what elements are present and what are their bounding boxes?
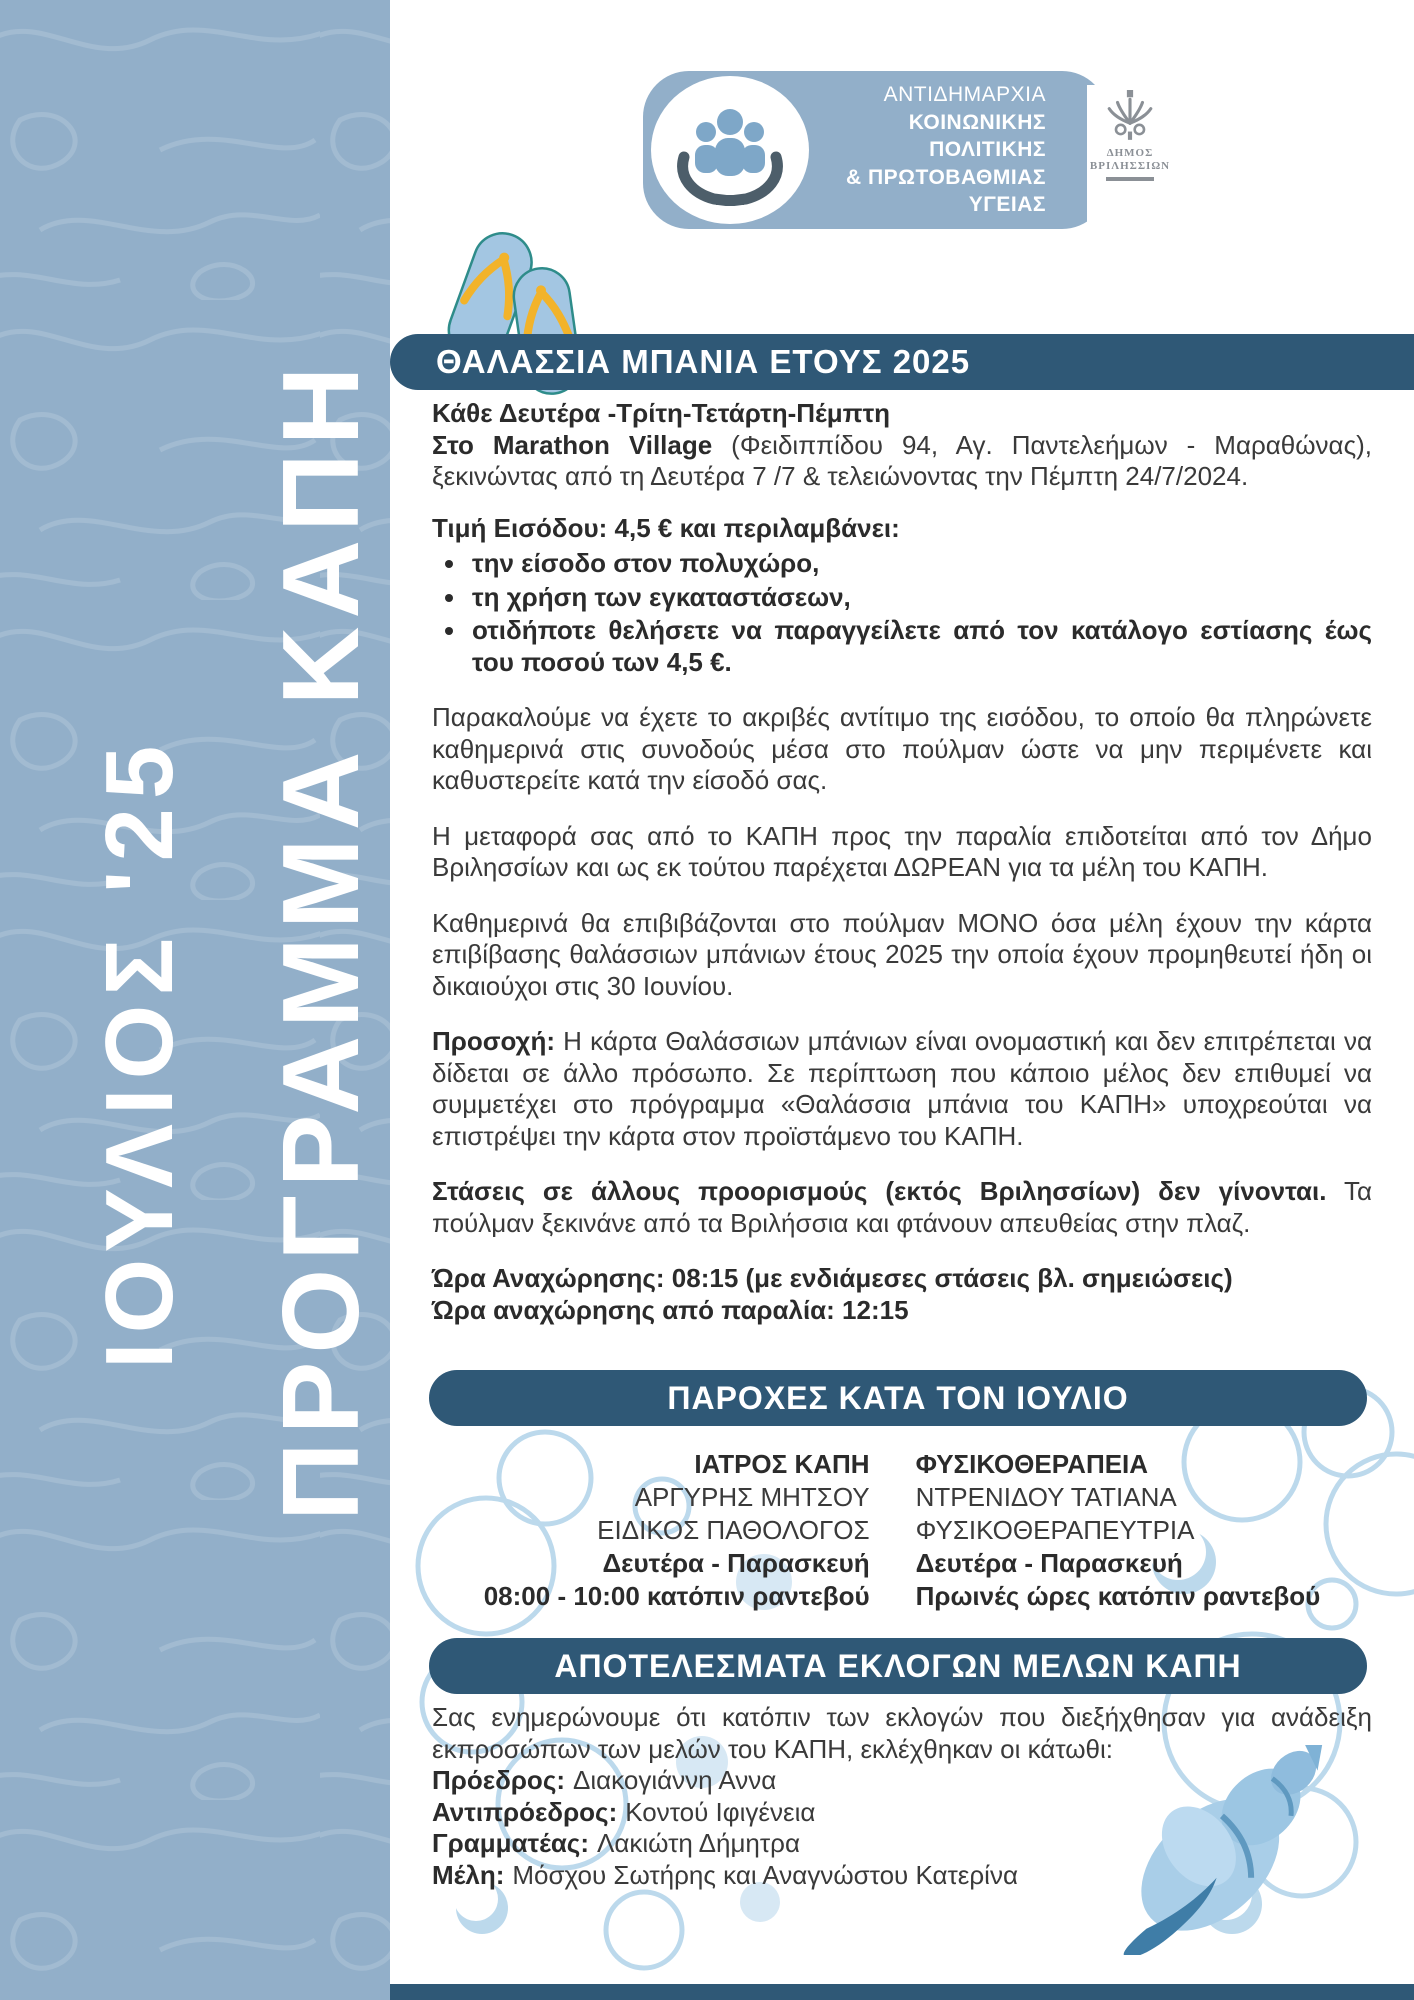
price-line: Τιμή Εισόδου: 4,5 € και περιλαμβάνει: bbox=[432, 512, 900, 543]
municipality-logo bbox=[1087, 85, 1173, 238]
physio-column bbox=[916, 1448, 1321, 1613]
location-paragraph: Στο Marathon Village (Φειδιππίδου 94, Αγ. Παντελεήμων - Μαραθώνας), ξεκινώντας από τη Δευτέρα 7 /7 & τελειώνοντας την Πέμπτη 24/7/2024. bbox=[432, 429, 1372, 491]
doctor-specialty: ΕΙΔΙΚΟΣ ΠΑΘΟΛΟΓΟΣ bbox=[597, 1515, 870, 1545]
result-row: Αντιπρόεδρος: Κοντού Ιφιγένεια bbox=[432, 1796, 816, 1827]
municipality-emblem-icon bbox=[1107, 90, 1153, 144]
providers-section bbox=[390, 1448, 1414, 1613]
paragraph-exact-fare: Παρακαλούμε να έχετε το ακριβές αντίτιμο της εισόδου, το οποίο θα πληρώνετε καθημερινά στις συνοδούς μέσα στο πούλμαν ώστε να μην περιμένετε και καθυστερείτε κατά την είσοδό σας. bbox=[432, 702, 1372, 795]
list-item: • τη χρήση των εγκαταστάσεων, bbox=[468, 582, 1372, 614]
emblem-underline bbox=[1106, 177, 1154, 181]
return-time-line: Ώρα αναχώρησης από παραλία: 12:15 bbox=[432, 1294, 909, 1325]
department-title bbox=[846, 81, 1046, 219]
doctor-title: ΙΑΤΡΟΣ ΚΑΠΗ bbox=[694, 1449, 870, 1479]
section-header-providers: ΠΑΡΟΧΕΣ ΚΑΤΑ ΤΟΝ ΙΟΥΛΙΟ bbox=[429, 1370, 1367, 1426]
month-vertical-title: ΙΟΥΛΙΟΣ '25 bbox=[86, 736, 193, 1369]
section-header-sea-baths: ΘΑΛΑΣΣΙΑ ΜΠΑΝΙΑ ΕΤΟΥΣ 2025 bbox=[390, 334, 1414, 390]
price-includes-list bbox=[432, 548, 1372, 678]
footer-bar bbox=[390, 1984, 1414, 2000]
paragraph-transport: Η μεταφορά σας από το ΚΑΠΗ προς την παραλία επιδοτείται από τον Δήμο Βριλησσίων και ως εκ τούτου παρέχεται ΔΩΡΕΑΝ για τα μέλη του ΚΑΠΗ. bbox=[432, 820, 1372, 882]
department-line: & ΠΡΩΤΟΒΑΘΜΙΑΣ bbox=[846, 165, 1046, 189]
result-row: Γραμματέας: Λακιώτη Δήμητρα bbox=[432, 1828, 800, 1858]
department-line: ΚΟΙΝΩΝΙΚΗΣ bbox=[908, 110, 1046, 134]
municipality-name: ΔΗΜΟΣ ΒΡΙΛΗΣΣΙΩΝ bbox=[1089, 147, 1171, 172]
paragraph-no-stops: Στάσεις σε άλλους προορισμούς (εκτός Βριλησσίων) δεν γίνονται. Τα πούλμαν ξεκινάνε από τα Βριλήσσια και φτάνουν απευθείας στην πλαζ. bbox=[432, 1176, 1372, 1238]
community-care-icon bbox=[670, 94, 790, 206]
paragraph-attention: Προσοχή: Η κάρτα Θαλάσσιων μπάνιων είναι ονομαστική και δεν επιτρέπεται να δίδεται σε άλλο πρόσωπο. Σε περίπτωση που κάποιο μέλος δεν επιθυμεί να συμμετέχει στο πρόγραμμα «Θαλάσσια μπάνια του ΚΑΠΗ» υποχρεούται να επιστρέψει την κάρτα στον προϊστάμενο του ΚΑΠΗ. bbox=[432, 1026, 1372, 1151]
physio-name: ΝΤΡΕΝΙΔΟΥ ΤΑΤΙΑΝΑ bbox=[915, 1482, 1177, 1512]
department-line: ΠΟΛΙΤΙΚΗΣ bbox=[929, 138, 1046, 161]
doctor-column bbox=[484, 1448, 870, 1613]
days-line: Κάθε Δευτέρα -Τρίτη-Τετάρτη-Πέμπτη bbox=[432, 398, 891, 428]
physio-days: Δευτέρα - Παρασκευή bbox=[915, 1548, 1183, 1578]
doctor-days: Δευτέρα - Παρασκευή bbox=[602, 1548, 870, 1578]
elections-intro: Σας ενημερώνουμε ότι κατόπιν των εκλογών που διεξήχθησαν για ανάδειξη εκπροσώπων των μελών του ΚΑΠΗ, εκλέχθηκαν οι κάτωθι: bbox=[432, 1702, 1372, 1764]
list-item: • οτιδήποτε θελήσετε να παραγγείλετε από τον κατάλογο εστίασης έως του ποσού των 4,5 €. bbox=[468, 615, 1372, 678]
sea-baths-section bbox=[432, 398, 1372, 1326]
physio-title: ΦΥΣΙΚΟΘΕΡΑΠΕΙΑ bbox=[915, 1449, 1149, 1479]
section-header-elections: ΑΠΟΤΕΛΕΣΜΑΤΑ ΕΚΛΟΓΩΝ ΜΕΛΩΝ ΚΑΠΗ bbox=[429, 1638, 1367, 1694]
result-row: Πρόεδρος: Διακογιάννη Αννα bbox=[432, 1765, 777, 1795]
physio-hours: Πρωινές ώρες κατόπιν ραντεβού bbox=[915, 1581, 1321, 1611]
doctor-hours: 08:00 - 10:00 κατόπιν ραντεβού bbox=[483, 1581, 870, 1611]
department-badge bbox=[643, 71, 1108, 229]
department-line: ΑΝΤΙΔΗΜΑΡΧΙΑ bbox=[883, 83, 1046, 106]
departure-time-line: Ώρα Αναχώρησης: 08:15 (με ενδιάμεσες στάσεις βλ. σημειώσεις) bbox=[432, 1263, 1233, 1293]
doctor-name: ΑΡΓΥΡΗΣ ΜΗΤΣΟΥ bbox=[634, 1482, 870, 1512]
paragraph-boarding-card: Καθημερινά θα επιβιβάζονται στο πούλμαν ΜΟΝΟ όσα μέλη έχουν την κάρτα επιβίβασης θαλάσσιων μπάνιων έτους 2025 την οποία έχουν προμηθευτεί ήδη οι δικαιούχοι στις 30 Ιουνίου. bbox=[432, 907, 1372, 1001]
department-line: ΥΓΕΙΑΣ bbox=[968, 193, 1046, 216]
program-vertical-title: ΠΡΟΓΡΑΜΜΑ ΚΑΠΗ bbox=[260, 358, 382, 1521]
elections-section bbox=[432, 1702, 1372, 1891]
physio-specialty: ΦΥΣΙΚΟΘΕΡΑΠΕΥΤΡΙΑ bbox=[915, 1515, 1195, 1545]
result-row: Μέλη: Μόσχου Σωτήρης και Αναγνώστου Κατερίνα bbox=[432, 1859, 1018, 1890]
list-item: • την είσοδο στον πολυχώρο, bbox=[468, 548, 1372, 580]
badge-circle bbox=[651, 76, 809, 224]
